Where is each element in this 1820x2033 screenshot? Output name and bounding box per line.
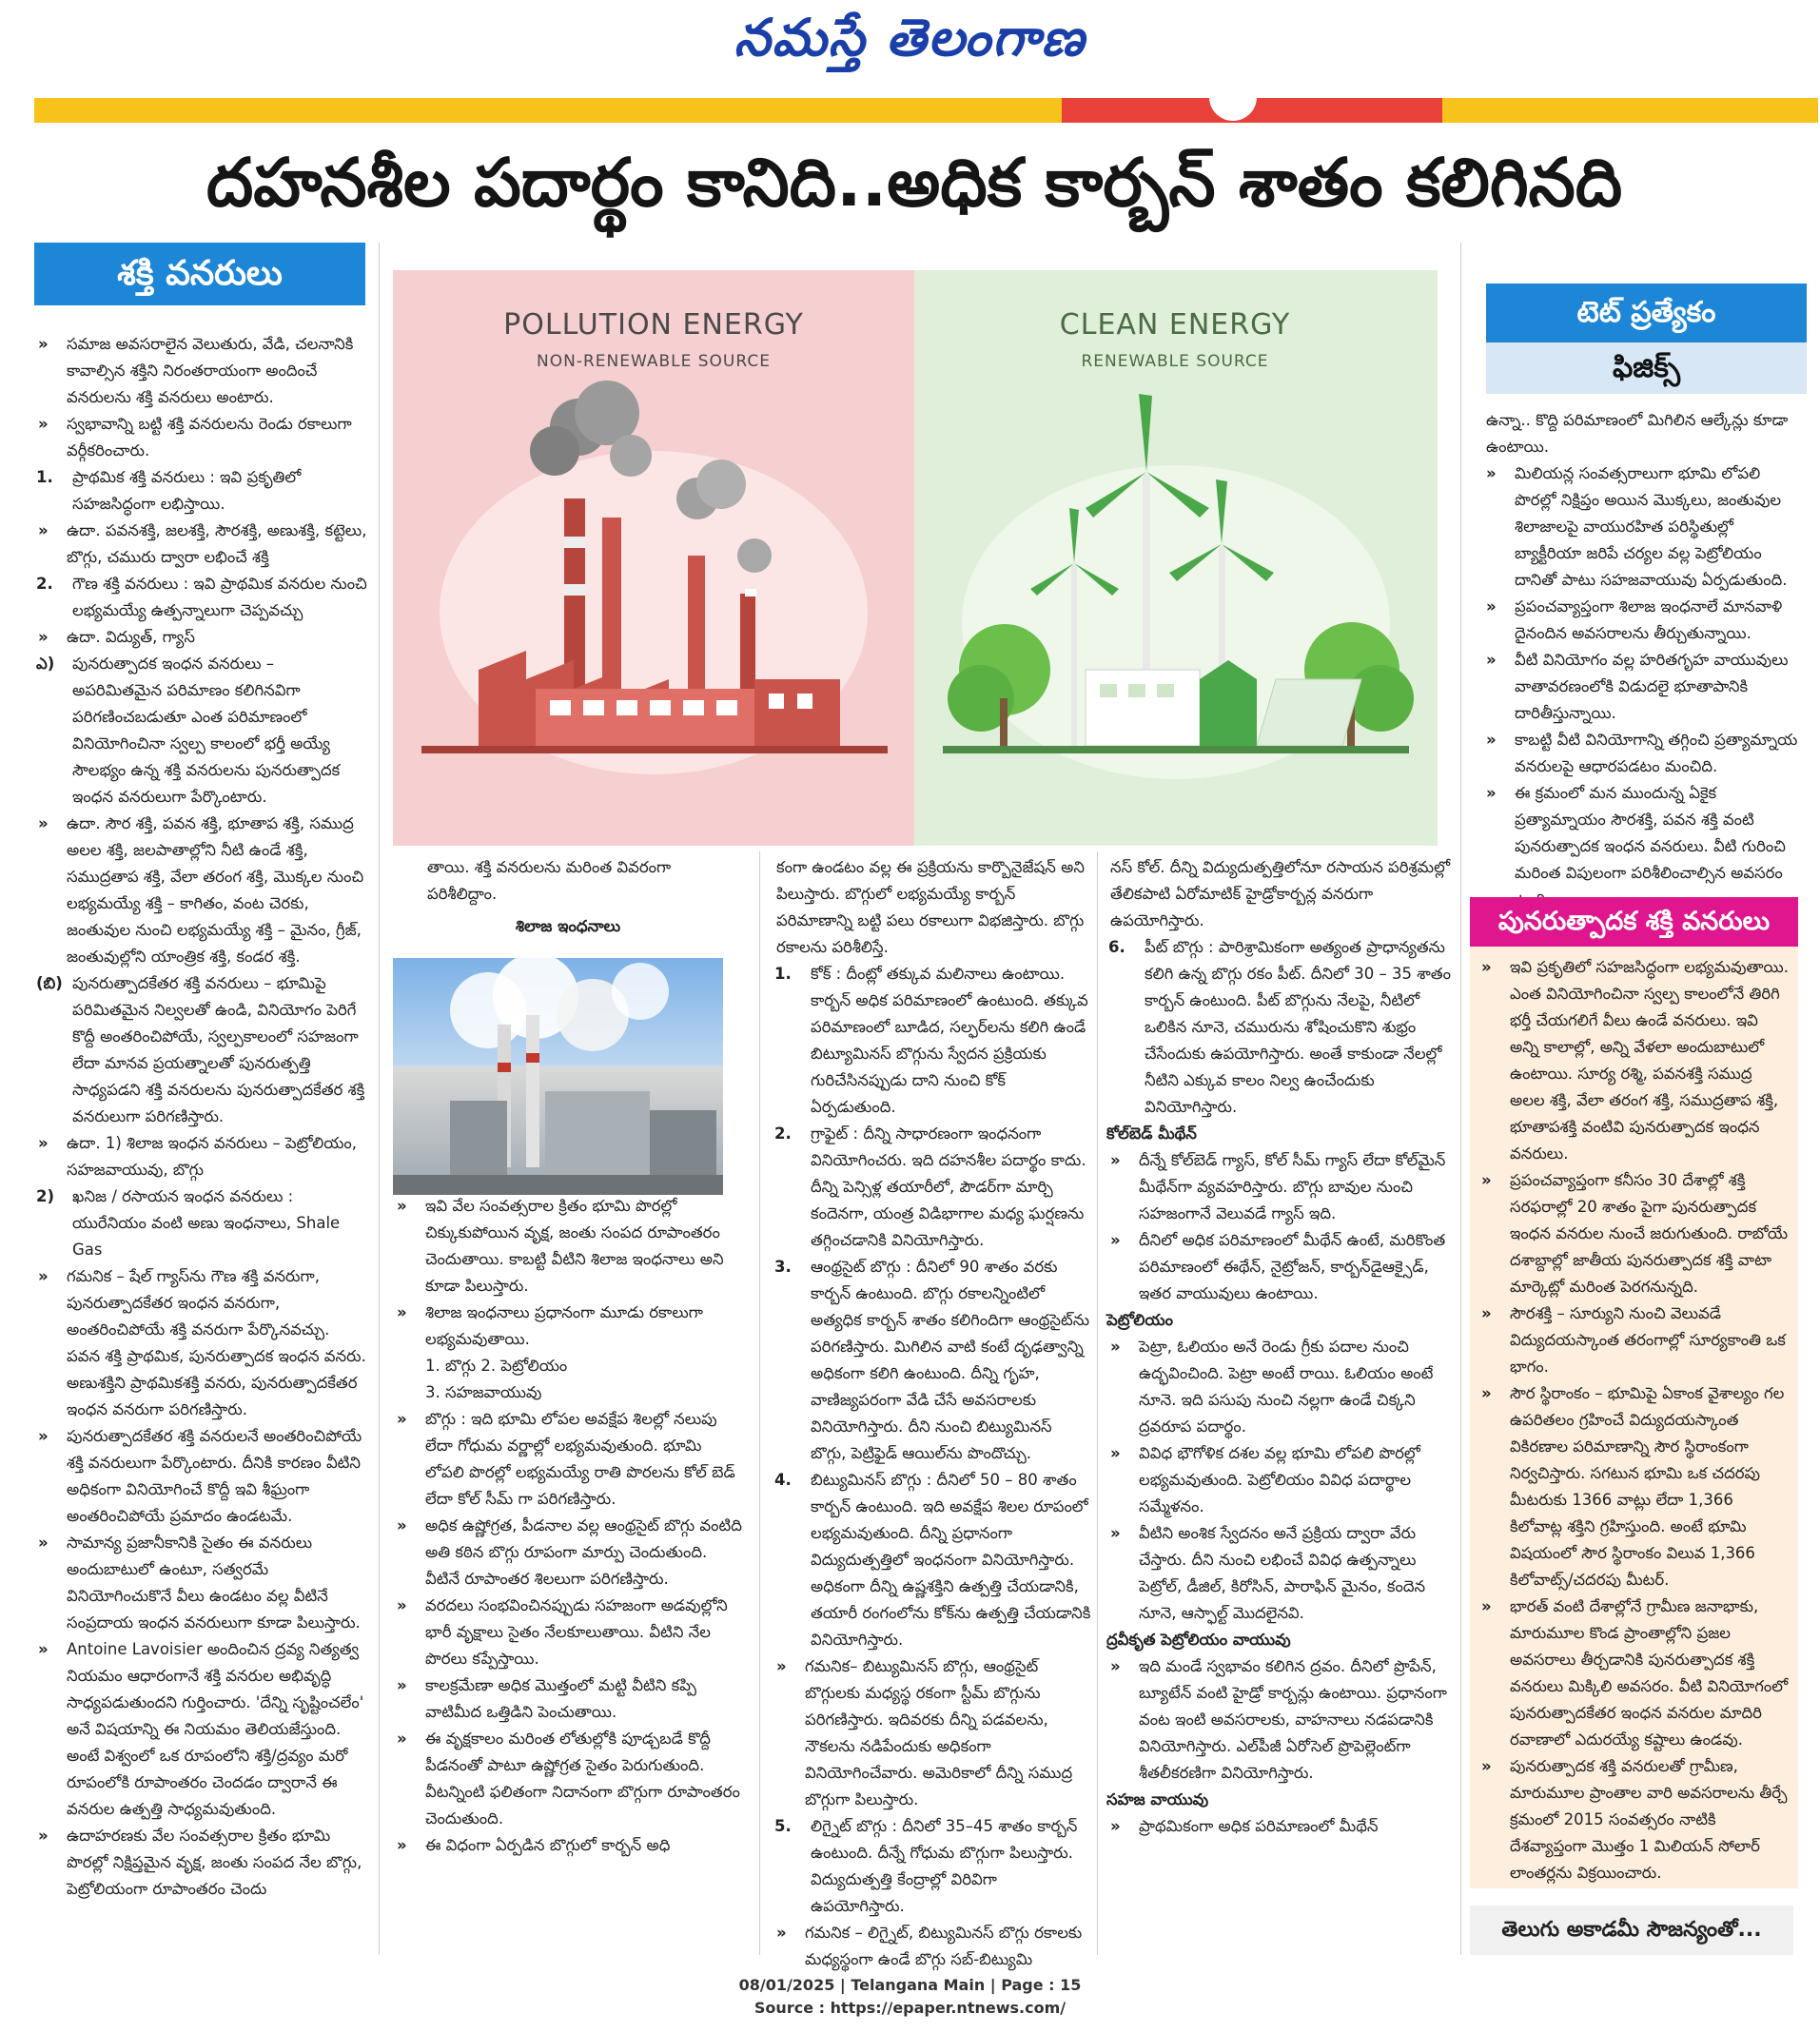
column-divider — [759, 851, 760, 1955]
numbered-paragraph — [34, 1183, 367, 1263]
numbered-paragraph — [34, 651, 367, 811]
col3-intro: కంగా ఉండటం వల్ల ఈ ప్రక్రియను కార్బొనైజేషన్ అని పిలుస్తారు. బొగ్గులో లభ్యమయ్యే కార్బన్ పరిమాణాన్ని బట్టి పలు రకాలుగా విభజిస్తారు. బొగ్గు రకాలను పరిశీలిస్తే. — [776, 858, 1085, 956]
paragraph-number: (బి) — [36, 974, 63, 992]
bullet-paragraph: » ఈ విధంగా ఏర్పడిన బొగ్గులో కార్బన్ అధి — [393, 1832, 743, 1859]
telugu-academy-credit: తెలుగు అకాడమీ సౌజన్యంతో... — [1470, 1906, 1793, 1955]
bullet-paragraph: » ఉదాహరణకు వేల సంవత్సరాల క్రితం భూమి పొరల్లో నిక్షిప్తమైన వృక్ష, జంతు సంపద నేల బొగ్గు, పెట్రోలియంగా రూపాంతరం చెందు — [34, 1823, 367, 1903]
clean-subtitle: RENEWABLE SOURCE — [1081, 352, 1269, 371]
subheading: పెట్రోలియం — [1106, 1311, 1173, 1329]
paragraph-number: 4. — [774, 1471, 792, 1489]
paragraph-text: కోక్ : దీంట్లో తక్కువ మలినాలు ఉంటాయి. కార్బన్ అధిక పరిమాణంలో ఉంటుంది. తక్కువ పరిమాణంలో బూడిద, సల్ఫర్‌లను కలిగి ఉండే బిట్యూమినస్ బొగ్గును స్వేదన ప్రక్రియకు గురిచేసినప్పుడు దాని నుంచి కోక్ ఏర్పడుతుంది. — [811, 965, 1088, 1116]
column-3 — [773, 854, 1091, 1968]
masthead-title: నమస్తే తెలంగాణ — [734, 8, 1086, 68]
numbered-paragraph — [773, 1813, 1091, 1920]
column-divider — [1097, 851, 1098, 1955]
bullet-paragraph: » భారత్ వంటి దేశాల్లోనే గ్రామీణ జనాభాకు, మారుమూల కొండ ప్రాంతాల్లోని ప్రజల అవసరాలు తీర్చడానికి పునరుత్పాదక శక్తి వనరులు మిక్కిలి అవసరం. వీటి వినియోగంలో పునరుత్పాదకేతర ఇంధన వనరుల మాదిరి రవాణాలో ఎదురయ్యే కష్టాలు ఉండవు. — [1478, 1593, 1791, 1753]
physics-subject-label: ఫిజిక్స్ — [1486, 342, 1807, 394]
section-title: శక్తి వనరులు — [117, 254, 283, 293]
bullet-paragraph: » ఇది మండే స్వభావం కలిగిన ద్రవం. దీనిలో ప్రొపేన్, బ్యూటేన్ వంటి హైడ్రో కార్బన్లు ఉంటాయి. ప్రధానంగా వంట ఇంటి అవసరాలకు, వాహనాలు నడపడానికి వినియోగిస్తారు. ఎల్‌పీజీ ఏరోసెల్ ప్రొపెల్లెంట్‌గా శీతలీకరణిగా వినియోగిస్తారు. — [1106, 1653, 1453, 1787]
tet-special-banner: టెట్ ప్రత్యేకం — [1486, 283, 1807, 342]
bullet-paragraph: » ఈ క్రమంలో మన ముందున్న ఏకైక ప్రత్యామ్నాయం సౌరశక్తి, పవన శక్తి వంటి పునరుత్పాదక ఇంధన వనరులు. వీటి గురించి మరింత విపులంగా పరిశీలించాల్సిన అవసరం — [1482, 780, 1802, 913]
paragraph-number: 2. — [774, 1124, 792, 1143]
top-color-band — [34, 98, 1818, 123]
column-divider — [379, 243, 380, 1955]
bullet-paragraph: » ఉదా. సౌర శక్తి, పవన శక్తి, భూతాప శక్తి, సముద్ర అలల శక్తి, జలపాతాల్లోని నీటి ఉండే శక్తి, సముద్రతాప శక్తి, వేలా తరంగ శక్తి, మొక్కల నుంచి లభ్యమయ్యే శక్తి – కాగితం, వంట చెరకు, జంతువుల నుంచి లభ్యమయ్యే శక్తి – మైనం, గ్రీజ్, జంతువుల్లోని యాంత్రిక శక్తి, కండర శక్తి. — [34, 811, 367, 970]
bullet-paragraph: » వరదలు సంభవించినప్పుడు సహజంగా అడవుల్లోని భారీ వృక్షాలు సైతం నేలకూలుతాయి. వీటిని నేల పొరలు కప్పేస్తాయి. — [393, 1593, 743, 1672]
paragraph-text: గ్రాఫైట్ : దీన్ని సాధారణంగా ఇంధనంగా వినియోగించరు. ఇది దహనశీల పదార్థం కాదు. దీన్ని పెన్సిళ్ల తయారీలో, పౌడర్‌గా మార్చి కందెనగా, యంత్ర విడిభాగాల మధ్య ఘర్షణను తగ్గించడానికి వినియోగిస్తారు. — [811, 1124, 1086, 1249]
pollution-subtitle: NON-RENEWABLE SOURCE — [537, 352, 771, 371]
subheading: సహజ వాయువు — [1106, 1790, 1209, 1808]
pollution-title: POLLUTION ENERGY — [503, 308, 804, 342]
bullet-paragraph: » ఇవి వేల సంవత్సరాల క్రితం భూమి పొరల్లో చిక్కుకుపోయిన వృక్ష, జంతు సంపద రూపాంతరం చెందుతాయి. కాబట్టి వీటిని శిలాజ ఇంధనాలు అని కూడా పిలుస్తారు. — [393, 1193, 743, 1300]
paragraph-number: 1. — [774, 965, 792, 983]
paragraph-number: 2. — [36, 575, 53, 593]
power-plant-photo — [393, 958, 723, 1195]
bullet-paragraph: » అధిక ఉష్ణోగ్రత, పీడనాల వల్ల ఆంథ్రసైట్ బొగ్గు వంటిది అతి కఠిన బొగ్గు రూపంగా మార్పు చెందుతుంది. వీటినే రూపాంతర శిలలుగా పరిగణిస్తారు. — [393, 1513, 743, 1593]
bullet-paragraph: » ఇవి ప్రకృతిలో సహజసిద్ధంగా లభ్యమవుతాయి. ఎంత వినియోగించినా స్వల్ప కాలంలోనే తిరిగి భర్తీ చేయగలిగే వీలు ఉండే వనరులు. ఇవి అన్ని కాలాల్లో, అన్ని వేళలా అందుబాటులో ఉంటాయి. సూర్య రశ్మి, పవనశక్తి సముద్ర అలల శక్తి, వేలా తరంగ శక్తి, సముద్రతాప శక్తి, భూతాపశక్తి వంటివి పునరుత్పాదక ఇంధన వనరులు. — [1478, 954, 1791, 1167]
energy-illustration — [393, 270, 1438, 846]
bullet-paragraph: » కాబట్టి వీటి వినియోగాన్ని తగ్గించి ప్రత్యామ్నాయ వనరులపై ఆధారపడటం మంచిది. — [1482, 727, 1802, 780]
factory-illustration — [393, 270, 914, 846]
subheading: కోల్‌బెడ్ మీథేన్ — [1106, 1124, 1197, 1143]
bullet-paragraph: » Antoine Lavoisier అందించిన ద్రవ్య నిత్యత్వ నియమం ఆధారంగానే శక్తి వనరుల అభివృద్ధి సాధ్యపడుతుందని గుర్తించారు. 'దేన్ని సృష్టించలేం' అనే విషయాన్ని ఈ నియమం తెలియజేస్తుంది. అంటే విశ్వంలో ఒక రూపంలోని శక్తి/ద్రవ్యం మరో రూపంలోకి రూపాంతరం చెందడం ద్వారానే ఈ వనరుల ఉత్పత్తి సాధ్యమవుతుంది. — [34, 1636, 367, 1823]
right-intro: ఉన్నా.. కొద్ది పరిమాణంలో మిగిలిన ఆల్కేన్లు కూడా ఉంటాయి. — [1486, 411, 1789, 456]
col4-intro: నస్ కోల్. దీన్ని విద్యుదుత్పత్తిలోనూ రసాయన పరిశ్రమల్లో తేలికపాటి ఏరోమాటిక్ హైడ్రోకార్బన్ల వనరుగా ఉపయోగిస్తారు. — [1110, 858, 1451, 929]
section-header-energy-resources — [34, 243, 365, 305]
pollution-energy-panel — [393, 270, 914, 846]
paragraph-number: 5. — [774, 1817, 792, 1835]
paragraph-number: 3. — [774, 1258, 792, 1276]
page-footer — [0, 1974, 1820, 2020]
column-right — [1482, 407, 1802, 883]
fossil-fuels-subhead: శిలాజ ఇంధనాలు — [515, 917, 621, 935]
column-left — [34, 331, 367, 1967]
bullet-paragraph: » దీన్నే కోల్‌బెడ్ గ్యాస్, కోల్ సీమ్ గ్యాస్ లేదా కోల్‌మైన్ మీథేన్‌గా వ్యవహరిస్తారు. బొగ్గు బావుల నుంచి సహజంగానే వెలువడే గ్యాస్ ఇది. — [1106, 1147, 1453, 1227]
paragraph-number: 6. — [1108, 938, 1125, 956]
numbered-paragraph — [773, 1467, 1091, 1653]
bullet-paragraph: » ప్రపంచవ్యాప్తంగా కనీసం 30 దేశాల్లో శక్తి సరఫరాల్లో 20 శాతం పైగా పునరుత్పాదక ఇంధన వనరుల నుంచే జరుగుతుంది. రాబోయే దశాబ్దాల్లో జాతీయ పునరుత్పాదక శక్తి వాటా మార్కెట్లో మరింత పెరగనున్నది. — [1478, 1167, 1791, 1300]
footer-source: Source : https://epaper.ntnews.com/ — [753, 1999, 1067, 2017]
paragraph-text: బిట్యుమినస్ బొగ్గు : దీనిలో 50 – 80 శాతం కార్బన్ ఉంటుంది. ఇది అవక్షేప శిలల రూపంలో లభ్యమవుతుంది. దీన్ని ప్రధానంగా విద్యుదుత్పత్తిలో ఇంధనంగా వినియోగిస్తారు. అధికంగా దీన్ని ఉష్ణశక్తిని ఉత్పత్తి చేయడానికి, తయారీ రంగంలోను కోక్‌ను ఉత్పత్తి చేయడానికి వినియోగిస్తారు. — [811, 1471, 1091, 1649]
bullet-paragraph: » వీటిని అంశిక స్వేదనం అనే ప్రక్రియ ద్వారా వేరు చేస్తారు. దీని నుంచి లభించే వివిధ ఉత్పన్నాలు పెట్రోల్, డీజిల్, కిరోసిన్, పారాఫిన్ మైనం, కందెన నూనె, ఆస్ఫాల్ట్ మొదలైనవి. — [1106, 1520, 1453, 1627]
bullet-paragraph: » సామాన్య ప్రజానీకానికి సైతం ఈ వనరులు అందుబాటులో ఉంటూ, సత్వరమే వినియోగించుకొనే వీలు ఉండటం వల్ల వీటినే సంప్రదాయ ఇంధన వనరులుగా కూడా పిలుస్తారు. — [34, 1530, 367, 1636]
bullet-paragraph: » పునరుత్పాదకేతర శక్తి వనరులనే అంతరించిపోయే శక్తి వనరులుగా పేర్కొంటారు. దీనికి కారణం వీటిని అధికంగా వినియోగించే కొద్దీ ఇవి శీఘ్రంగా అంతరించిపోయే ప్రమాదం ఉండటమే. — [34, 1423, 367, 1530]
bullet-paragraph: » ఈ వృక్షకాలం మరింత లోతుల్లోకి పూడ్చబడే కొద్దీ పీడనంతో పాటూ ఉష్ణోగ్రత సైతం పెరుగుతుంది. వీటన్నింటి ఫలితంగా నిదానంగా బొగ్గుగా రూపాంతరం చెందుతుంది. — [393, 1726, 743, 1832]
paragraph-text: ఖనిజ / రసాయన ఇంధన వనరులు : యురేనియం వంటి అణు ఇంధనాలు, Shale Gas — [72, 1187, 341, 1259]
wind-solar-illustration — [914, 270, 1438, 846]
bullet-paragraph: » గమనిక – షేల్ గ్యాస్‌ను గౌణ శక్తి వనరుగా, పునరుత్పాదకేతర ఇంధన వనరుగా, అంతరించిపోయే శక్తి వనరుగా పేర్కొనవచ్చు. పవన శక్తి ప్రాథమిక, పునరుత్పాదక ఇంధన వనరు. అణుశక్తిని ప్రాథమికశక్తి వనరు, పునరుత్పాదకేతర ఇంధన వనరుగా పరిగణిస్తారు. — [34, 1263, 367, 1423]
col4-body — [1106, 934, 1453, 1840]
paragraph-text: లిగ్నైట్ బొగ్గు : దీనిలో 35–45 శాతం కార్బన్ ఉంటుంది. దీన్నే గోధుమ బొగ్గుగా పిలుస్తారు. విద్యుదుత్పత్తి కేంద్రాల్లో విరివిగా ఉపయోగిస్తారు. — [811, 1817, 1078, 1915]
paragraph-number: ఎ) — [36, 655, 55, 673]
numbered-paragraph — [34, 464, 367, 518]
column-divider — [1460, 243, 1461, 1955]
bullet-paragraph: » ఉదా. విద్యుత్, గ్యాస్ — [34, 624, 367, 651]
bullet-paragraph: » వీటి వినియోగం వల్ల హరితగృహ వాయువులు వాతావరణంలోకి విడుదలై భూతాపానికి దారితీస్తున్నాయి. — [1482, 647, 1802, 727]
subheading: ద్రవీకృత పెట్రోలియం వాయువు — [1106, 1631, 1291, 1649]
numbered-paragraph — [773, 1254, 1091, 1467]
bullet-paragraph: » పెట్రా, ఓలియం అనే రెండు గ్రీకు పదాల నుంచి ఉద్భవించింది. పెట్రా అంటే రాయి. ఓలియం అంటే నూనె. ఇది పసుపు నుంచి నల్లగా ఉండే చిక్కని ద్రవరూప పదార్థం. — [1106, 1334, 1453, 1440]
bullet-paragraph: » గమనిక– బిట్యుమినస్ బొగ్గు, ఆంథ్రసైట్ బొగ్గులకు మధ్యస్థ రకంగా స్టీమ్ బొగ్గును పరిగణిస్తారు. ఇదివరకు దీన్ని పడవలను, నౌకలను నడిపేందుకు అధికంగా వినియోగించేవారు. అమెరికాలో దీన్ని సముద్ర బొగ్గుగా పిలుస్తారు. — [773, 1653, 1091, 1813]
paragraph-text: గౌణ శక్తి వనరులు : ఇవి ప్రాథమిక వనరుల నుంచి లభ్యమయ్యే ఉత్పన్నాలుగా చెప్పవచ్చు — [72, 575, 367, 619]
bullet-paragraph: » ఉదా. పవనశక్తి, జలశక్తి, సౌరశక్తి, అణుశక్తి, కట్టెలు, బొగ్గు, చమురు ద్వారా లభించే శక్తి — [34, 518, 367, 571]
col3-body — [773, 961, 1091, 1973]
bullet-paragraph: » సౌరశక్తి – సూర్యుని నుంచి వెలువడే విద్యుదయస్కాంత తరంగాల్లో సూర్యకాంతి ఒక భాగం. — [1478, 1300, 1791, 1380]
paragraph-text: ప్రాథమిక శక్తి వనరులు : ఇవి ప్రకృతిలో సహజసిద్ధంగా లభిస్తాయి. — [72, 468, 302, 513]
bullet-paragraph: » దీనిలో అధిక పరిమాణంలో మీథేన్ ఉంటే, మరికొంత పరిమాణంలో ఈథేన్, నైట్రోజన్, కార్బన్‌డైఆక్సైడ్, ఇతర వాయువులు ఉంటాయి. — [1106, 1227, 1453, 1307]
list-line: 3. సహజవాయువు — [425, 1383, 542, 1401]
list-line: 1. బొగ్గు 2. పెట్రోలియం — [425, 1357, 568, 1375]
col2-body — [393, 1193, 743, 1859]
bullet-paragraph: » ప్రపంచవ్యాప్తంగా శిలాజ ఇంధనాలే మానవాళి దైనందిన అవసరాలను తీర్చుతున్నాయి. — [1482, 594, 1802, 647]
clean-title: CLEAN ENERGY — [1059, 308, 1291, 342]
bullet-paragraph: » మిలియన్ల సంవత్సరాలుగా భూమి లోపలి పొరల్లో నిక్షిప్తం అయిన మొక్కలు, జంతువుల శిలాజాలపై వాయురహిత పరిస్థితుల్లో బ్యాక్టీరియా జరిపే చర్యల వల్ల పెట్రోలియం దానితో పాటు సహజవాయువు ఏర్పడుతుంది. — [1482, 460, 1802, 594]
bullet-paragraph: » గమనిక – లిగ్నైట్, బిట్యుమినస్ బొగ్గు రకాలకు మధ్యస్థంగా ఉండే బొగ్గు సబ్-బిట్యుమి — [773, 1920, 1091, 1973]
paragraph-number: 1. — [36, 468, 53, 486]
right-body — [1482, 460, 1802, 913]
paragraph-text: పునరుత్పాదకేతర శక్తి వనరులు – భూమిపై పరిమితమైన నిల్వలతో ఉండి, వినియోగం పెరిగే కొద్దీ అంతరించిపోయే, స్వల్పకాలంలో సహజంగా లేదా మానవ ప్రయత్నాలతో పునరుత్పత్తి సాధ్యపడని శక్తి వనరులను పునరుత్పాదకేతర శక్తి వనరులుగా పరిగణిస్తారు. — [72, 974, 365, 1125]
clean-energy-panel — [914, 270, 1438, 846]
headline: దహనశీల పదార్థం కానిది..అధిక కార్బన్ శాతం కలిగినది — [205, 144, 1623, 222]
renewable-resources-box — [1470, 947, 1798, 1888]
footer-date-page: 08/01/2025 | Telangana Main | Page : 15 — [738, 1976, 1082, 1994]
bullet-paragraph: » శిలాజ ఇంధనాలు ప్రధానంగా మూడు రకాలుగా లభ్యమవుతాయి. — [393, 1300, 743, 1353]
renewable-body — [1470, 947, 1798, 1886]
bullet-paragraph: » పునరుత్పాదక శక్తి వనరులతో గ్రామీణ, మారుమూల ప్రాంతాల వారి అవసరాలను తీర్చే క్రమంలో 2015 సంవత్సరం నాటికి దేశవ్యాప్తంగా మొత్తం 1 మిలియన్ సోలార్ లాంతర్లను విక్రయించారు. — [1478, 1753, 1791, 1886]
numbered-paragraph — [1106, 934, 1453, 1121]
paragraph-text: పీట్ బొగ్గు : పారిశ్రామికంగా అత్యంత ప్రాధాన్యతను కలిగి ఉన్న బొగ్గు రకం పీట్. దీనిలో 30 – 35 శాతం కార్బన్ ఉంటుంది. పీట్ బొగ్గును నేలపై, నీటిలో ఒలికిన నూనె, చమురును శోషించుకొని శుభ్రం చేసేందుకు ఉపయోగిస్తారు. అంతే కాకుండా నేలల్లో నీటిని ఎక్కువ కాలం నిల్వ ఉంచేందుకు వినియోగిస్తారు. — [1145, 938, 1451, 1116]
bullet-paragraph: » బొగ్గు : ఇది భూమి లోపల అవక్షేప శిలల్లో నలుపు లేదా గోధుమ వర్ణాల్లో లభ్యమవుతుంది. భూమి లోపలి పొరల్లో లభ్యమయ్యే రాతి పొరలను కోల్ బెడ్ లేదా కోల్ సీమ్ గా పరిగణిస్తారు. — [393, 1406, 743, 1513]
paragraph-text: పునరుత్పాదక ఇంధన వనరులు – అపరిమితమైన పరిమాణం కలిగినవిగా పరిగణించబడుతూ ఎంత పరిమాణంలో వినియోగించినా స్వల్ప కాలంలో భర్తీ అయ్యే సౌలభ్యం ఉన్న శక్తి వనరులను పునరుత్పాదక ఇంధన వనరులుగా పేర్కొంటారు. — [72, 655, 341, 806]
numbered-paragraph — [34, 571, 367, 624]
paragraph-text: ఆంథ్రసైట్ బొగ్గు : దీనిలో 90 శాతం వరకు కార్బన్ ఉంటుంది. బొగ్గు రకాలన్నింటిలో అత్యధిక కార్బన్ శాతం కలిగిందిగా ఆంథ్రసైట్‌ను పరిగణిస్తారు. మిగిలిన వాటి కంటే దృఢత్వాన్ని అధికంగా కలిగి ఉంటుంది. దీన్ని గృహ, వాణిజ్యపరంగా వేడి చేసే అవసరాలకు వినియోగిస్తారు. దీని నుంచి బిట్యుమినస్ బొగ్గు, పెట్రిఫైడ్ ఆయిల్‌ను పొందొచ్చు. — [811, 1258, 1090, 1462]
col2-intro: తాయి. శక్తి వనరులను మరింత వివరంగా పరిశీలిద్దాం. — [427, 858, 672, 903]
numbered-paragraph — [773, 1121, 1091, 1254]
bullet-paragraph: » సౌర స్థిరాంకం – భూమిపై ఏకాంక వైశాల్యం గల ఉపరితలం గ్రహించే విద్యుదయస్కాంత వికిరణాల పరిమాణాన్ని సౌర స్థిరాంకంగా నిర్వచిస్తారు. సగటున భూమి ఒక చదరపు మీటరుకు 1366 వాట్లు లేదా 1,366 కిలోవాట్ల శక్తిని గ్రహిస్తుంది. అంటే భూమి విషయంలో సౌర స్థిరాంకం విలువ 1,366 కిలోవాట్స్/చదరపు మీటర్. — [1478, 1380, 1791, 1593]
bullet-paragraph: » ఉదా. 1) శిలాజ ఇంధన వనరులు – పెట్రోలియం, సహజవాయువు, బొగ్గు — [34, 1130, 367, 1183]
paragraph-number: 2) — [36, 1187, 55, 1205]
masthead — [0, 8, 1820, 84]
column-4 — [1106, 854, 1453, 1958]
power-plant-image — [393, 958, 723, 1195]
numbered-paragraph — [34, 970, 367, 1130]
bullet-paragraph: » సమాజ అవసరాలైన వెలుతురు, వేడి, చలనానికి కావాల్సిన శక్తిని నిరంతరాయంగా అందించే వనరులను శక్తి వనరులు అంటారు. — [34, 331, 367, 411]
bullet-paragraph: » వివిధ భౌగోళిక దశల వల్ల భూమి లోపలి పొరల్లో లభ్యమవుతుంది. పెట్రోలియం వివిధ పదార్థాల సమ్మేళనం. — [1106, 1440, 1453, 1520]
bullet-paragraph: » కాలక్రమేణా అధిక మొత్తంలో మట్టి వీటిని కప్పి వాటిమీద ఒత్తిడిని పెంచుతాయి. — [393, 1672, 743, 1726]
bullet-paragraph: » ప్రాథమికంగా అధిక పరిమాణంలో మీథేన్ — [1106, 1813, 1453, 1840]
numbered-paragraph — [773, 961, 1091, 1121]
bullet-paragraph: » స్వభావాన్ని బట్టి శక్తి వనరులను రెండు రకాలుగా వర్గీకరించారు. — [34, 411, 367, 464]
renewable-resources-header: పునరుత్పాదక శక్తి వనరులు — [1470, 897, 1798, 947]
